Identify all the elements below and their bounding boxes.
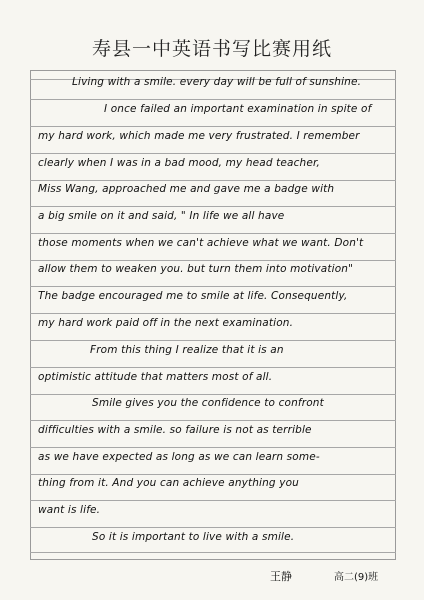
essay-line: Smile gives you the confidence to confront [92, 397, 324, 409]
rule-line [30, 99, 396, 100]
rule-line [30, 420, 396, 421]
essay-line: optimistic attitude that matters most of all. [38, 371, 273, 383]
rule-line [30, 180, 396, 181]
rule-line [30, 153, 396, 154]
essay-line: From this thing I realize that it is an [90, 344, 284, 356]
rule-line [30, 527, 396, 528]
essay-line: I once failed an important examination in spite of [104, 103, 372, 115]
rule-line [30, 313, 396, 314]
rule-line [30, 394, 396, 395]
rule-line [30, 233, 396, 234]
rule-line [30, 474, 396, 475]
essay-line: clearly when I was in a bad mood, my head teacher, [38, 157, 320, 169]
rule-line [30, 126, 396, 127]
rule-line [30, 552, 396, 553]
essay-line: my hard work paid off in the next examination. [38, 317, 294, 329]
essay-line: The badge encouraged me to smile at life. Consequently, [38, 290, 348, 302]
rule-line [30, 286, 396, 287]
author-class: 高二(9)班 [334, 572, 379, 583]
essay-line: a big smile on it and said, " In life we all have [38, 210, 285, 222]
essay-line: want is life. [38, 504, 101, 516]
essay-line: So it is important to live with a smile. [92, 531, 295, 543]
rule-line [30, 260, 396, 261]
rule-line [30, 447, 396, 448]
essay-line: my hard work, which made me very frustrated. I remember [38, 130, 360, 142]
rule-line [30, 206, 396, 207]
author-name: 王静 [270, 570, 292, 583]
essay-line: Living with a smile. every day will be full of sunshine. [72, 76, 362, 88]
essay-line: difficulties with a smile. so failure is not as terrible [38, 424, 312, 436]
essay-line: Miss Wang, approached me and gave me a badge with [38, 183, 335, 195]
essay-line: those moments when we can't achieve what we want. Don't [38, 237, 364, 249]
rule-line [30, 500, 396, 501]
rule-line [30, 367, 396, 368]
essay-line: as we have expected as long as we can learn some- [38, 451, 320, 463]
essay-line: thing from it. And you can achieve anything you [38, 477, 299, 489]
essay-line: allow them to weaken you. but turn them into motivation" [38, 263, 354, 275]
sheet-title: 寿县一中英语书写比赛用纸 [91, 38, 332, 60]
rule-line [30, 340, 396, 341]
